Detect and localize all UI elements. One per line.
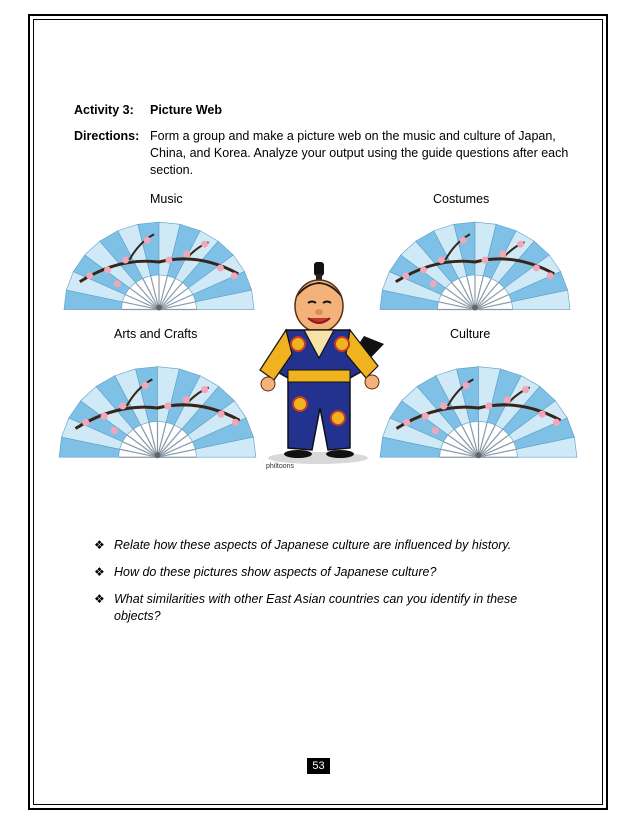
fan-illustration-costumes — [376, 212, 574, 312]
activity-title: Picture Web — [150, 103, 223, 117]
section-label-costumes: Costumes — [433, 192, 490, 206]
question-item — [94, 591, 534, 625]
question-item — [94, 564, 534, 581]
diamond-bullet-icon: ❖ — [94, 538, 105, 552]
fan-illustration-music — [60, 212, 258, 312]
activity-label: Activity 3: — [74, 103, 134, 117]
section-label-arts: Arts and Crafts — [114, 327, 198, 341]
samurai-illustration — [246, 258, 396, 470]
section-label-culture: Culture — [450, 327, 491, 341]
fan-illustration-arts — [55, 356, 260, 460]
directions-label: Directions: — [74, 129, 140, 143]
page-number: 53 — [307, 758, 330, 774]
guide-questions — [94, 537, 534, 635]
question-text: What similarities with other East Asian countries can you identify in these objects? — [114, 592, 518, 623]
figure-caption: philtoons — [266, 463, 295, 470]
directions-text: Form a group and make a picture web on the music and culture of Japan, China, and Korea. Analyze your output using the guide questions after each section. — [150, 129, 569, 177]
section-label-music: Music — [150, 192, 183, 206]
question-item — [94, 537, 534, 554]
fan-illustration-culture — [376, 356, 581, 460]
diamond-bullet-icon: ❖ — [94, 565, 105, 579]
diamond-bullet-icon: ❖ — [94, 592, 105, 606]
question-text: Relate how these aspects of Japanese culture are influenced by history. — [114, 538, 512, 552]
question-text: How do these pictures show aspects of Japanese culture? — [114, 565, 437, 579]
